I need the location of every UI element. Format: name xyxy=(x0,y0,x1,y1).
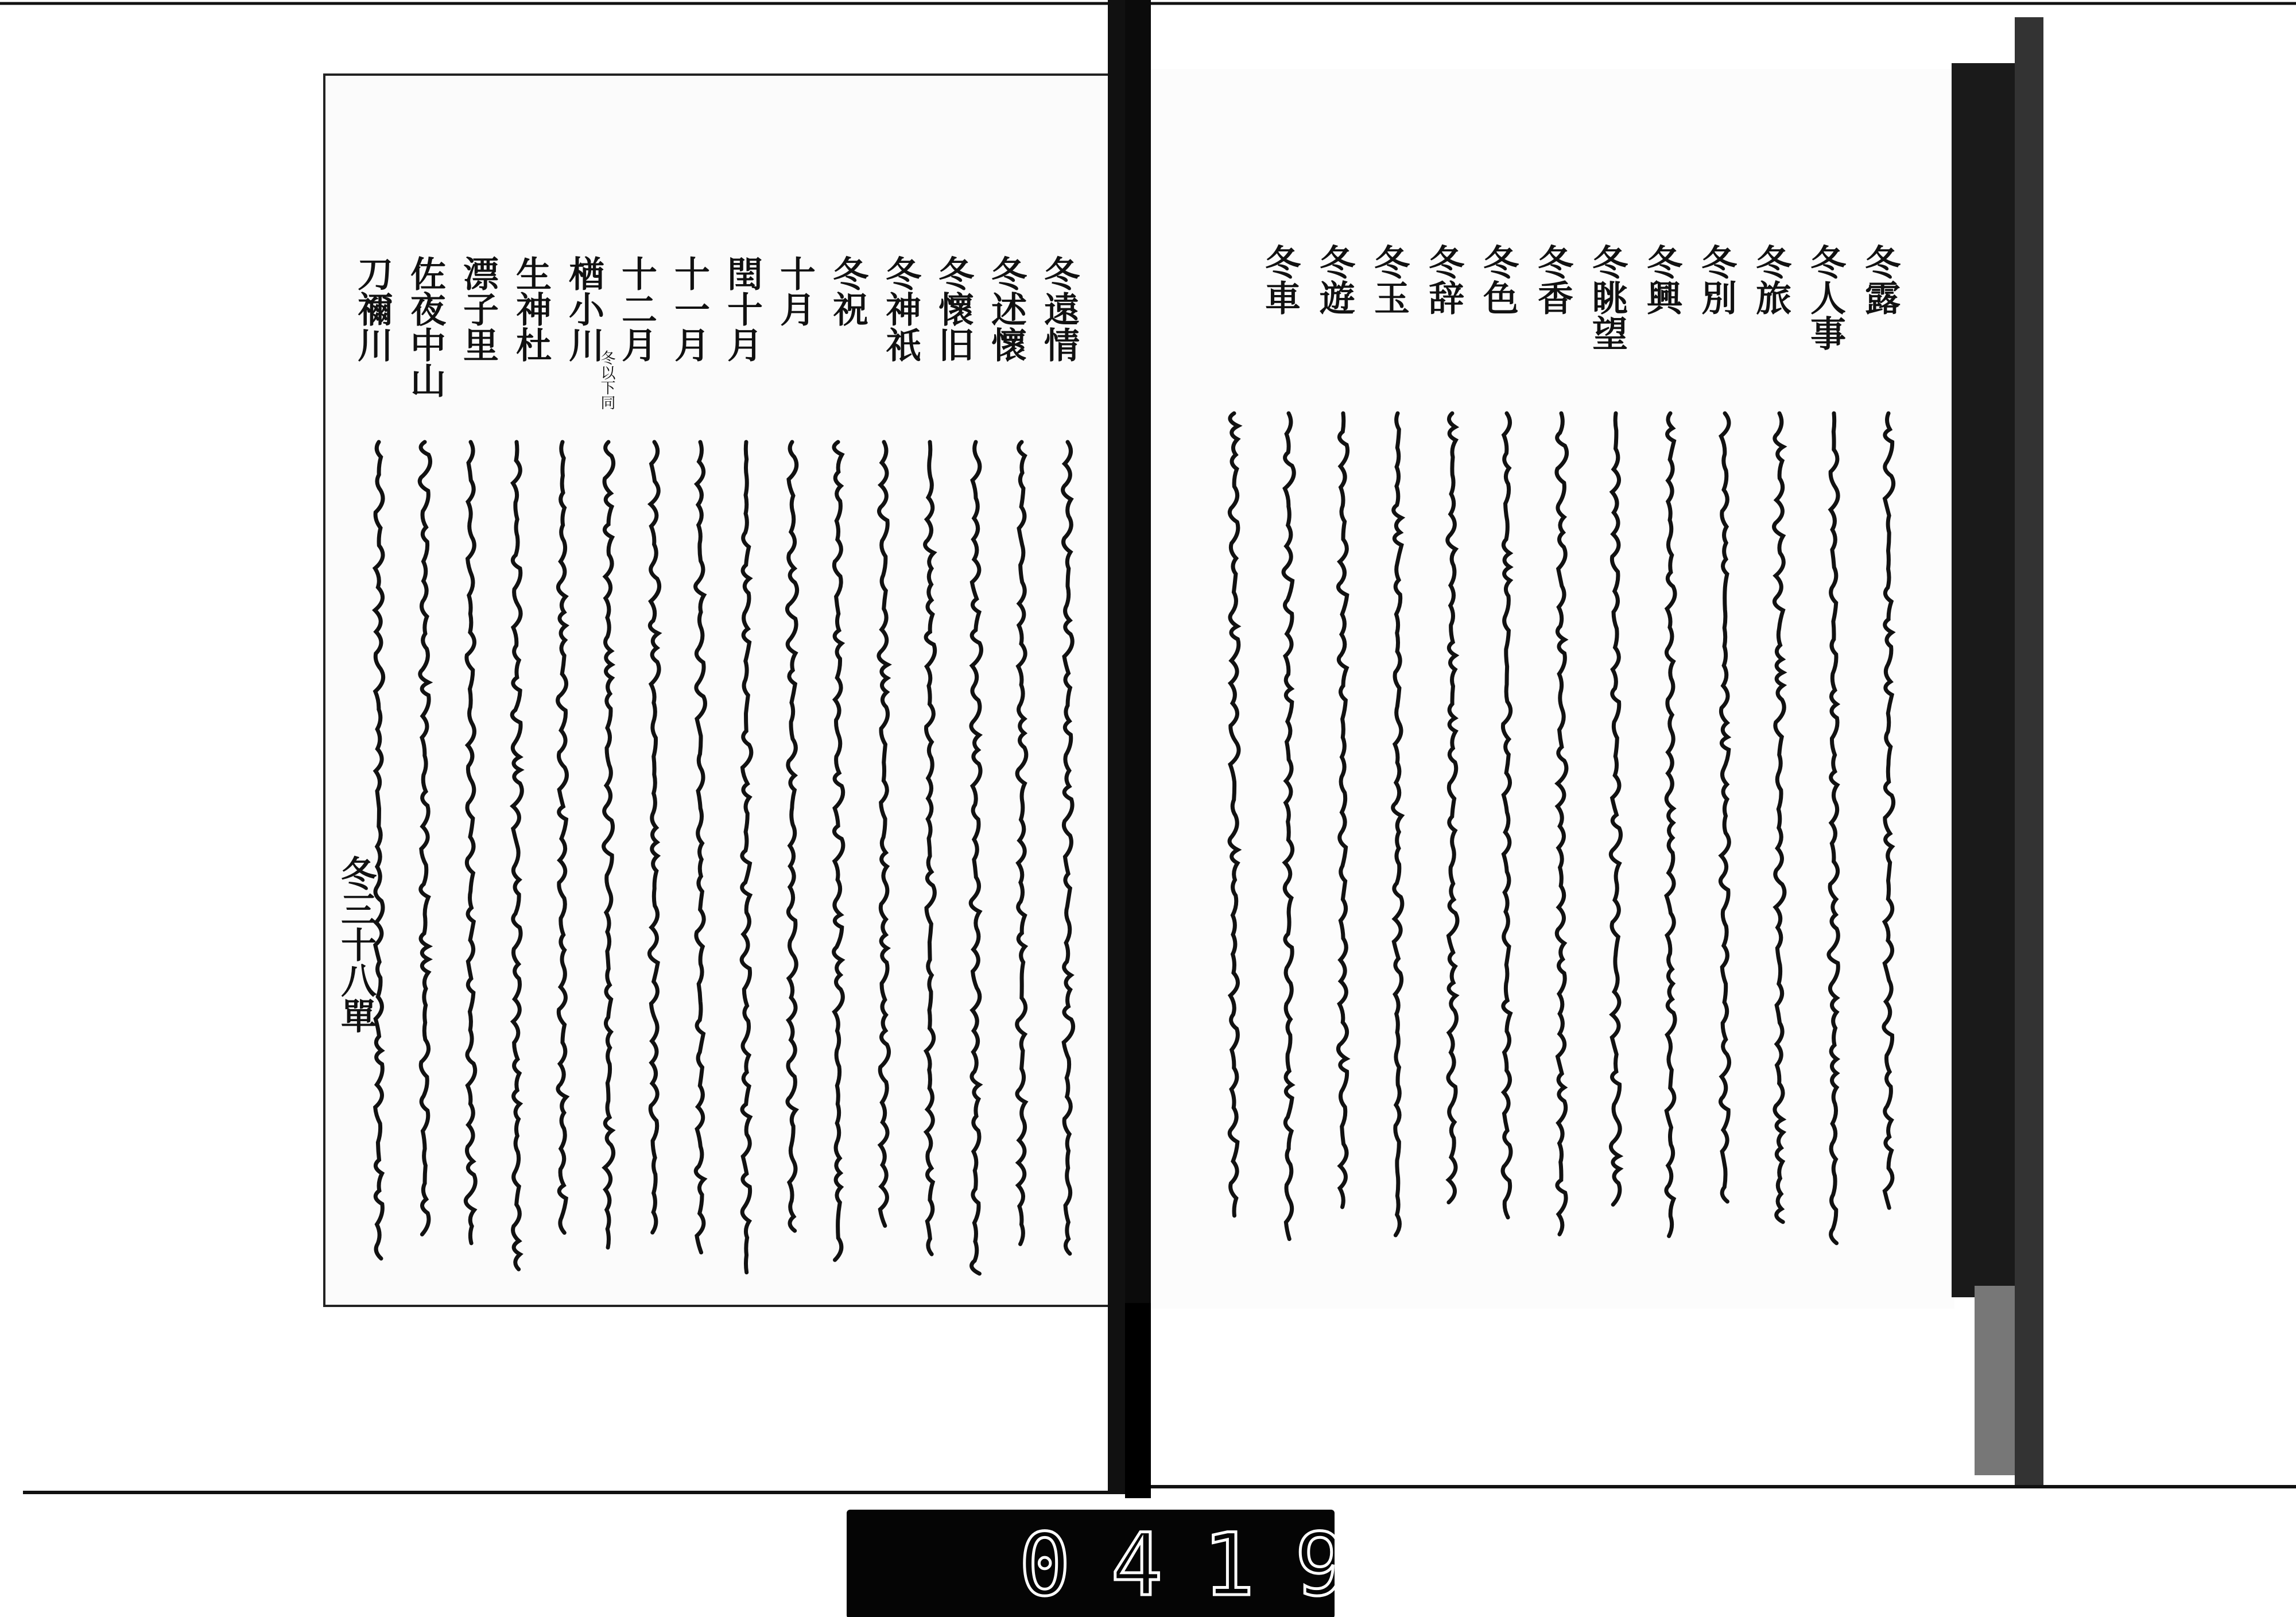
heading-12: 漂子里 xyxy=(457,255,499,362)
heading-10: 冬玉 xyxy=(1368,244,1410,315)
heading-11: 生神杜 xyxy=(510,255,552,362)
heading-9: 十二月 xyxy=(615,255,658,362)
frame-number-plate xyxy=(847,1510,1387,1617)
heading-3: 冬旅 xyxy=(1750,244,1792,315)
heading-note: 冬以下同 xyxy=(598,350,615,410)
heading-7: 閏十月 xyxy=(721,255,763,362)
heading-2: 冬述懷 xyxy=(985,255,1027,362)
heading-11: 冬遊 xyxy=(1313,244,1356,315)
heading-1: 冬露 xyxy=(1859,244,1901,315)
heading-2: 冬人事 xyxy=(1804,244,1847,351)
heading-9: 冬辞 xyxy=(1422,244,1465,315)
heading-13: 佐夜中山 xyxy=(404,255,447,398)
heading-3: 冬懷旧 xyxy=(932,255,975,362)
heading-14: 刀禰川 xyxy=(351,255,394,362)
right-page-fore-edge xyxy=(1975,1286,2015,1475)
gutter-bottom-block xyxy=(1125,1303,1151,1498)
heading-4: 冬神祇 xyxy=(879,255,922,362)
right-page-edge-shadow xyxy=(1952,63,2015,1297)
gutter-shadow xyxy=(1125,0,1151,1498)
heading-8: 十一月 xyxy=(668,255,711,362)
heading-4: 冬別 xyxy=(1695,244,1737,315)
frame-number: 0419 xyxy=(1019,1515,1387,1615)
heading-6: 十月 xyxy=(774,255,816,327)
left-page-folio: 冬三十八單 xyxy=(335,855,377,1033)
heading-8: 冬色 xyxy=(1477,244,1519,315)
right-page-stack-edge xyxy=(2015,17,2043,1487)
heading-5: 冬興 xyxy=(1640,244,1683,315)
heading-1: 冬遠情 xyxy=(1038,255,1080,362)
heading-7: 冬香 xyxy=(1531,244,1574,315)
heading-10: 楢小川 xyxy=(563,255,605,362)
heading-6: 冬眺望 xyxy=(1586,244,1628,351)
heading-5: 冬祝 xyxy=(827,255,869,327)
heading-12: 冬車 xyxy=(1259,244,1301,315)
